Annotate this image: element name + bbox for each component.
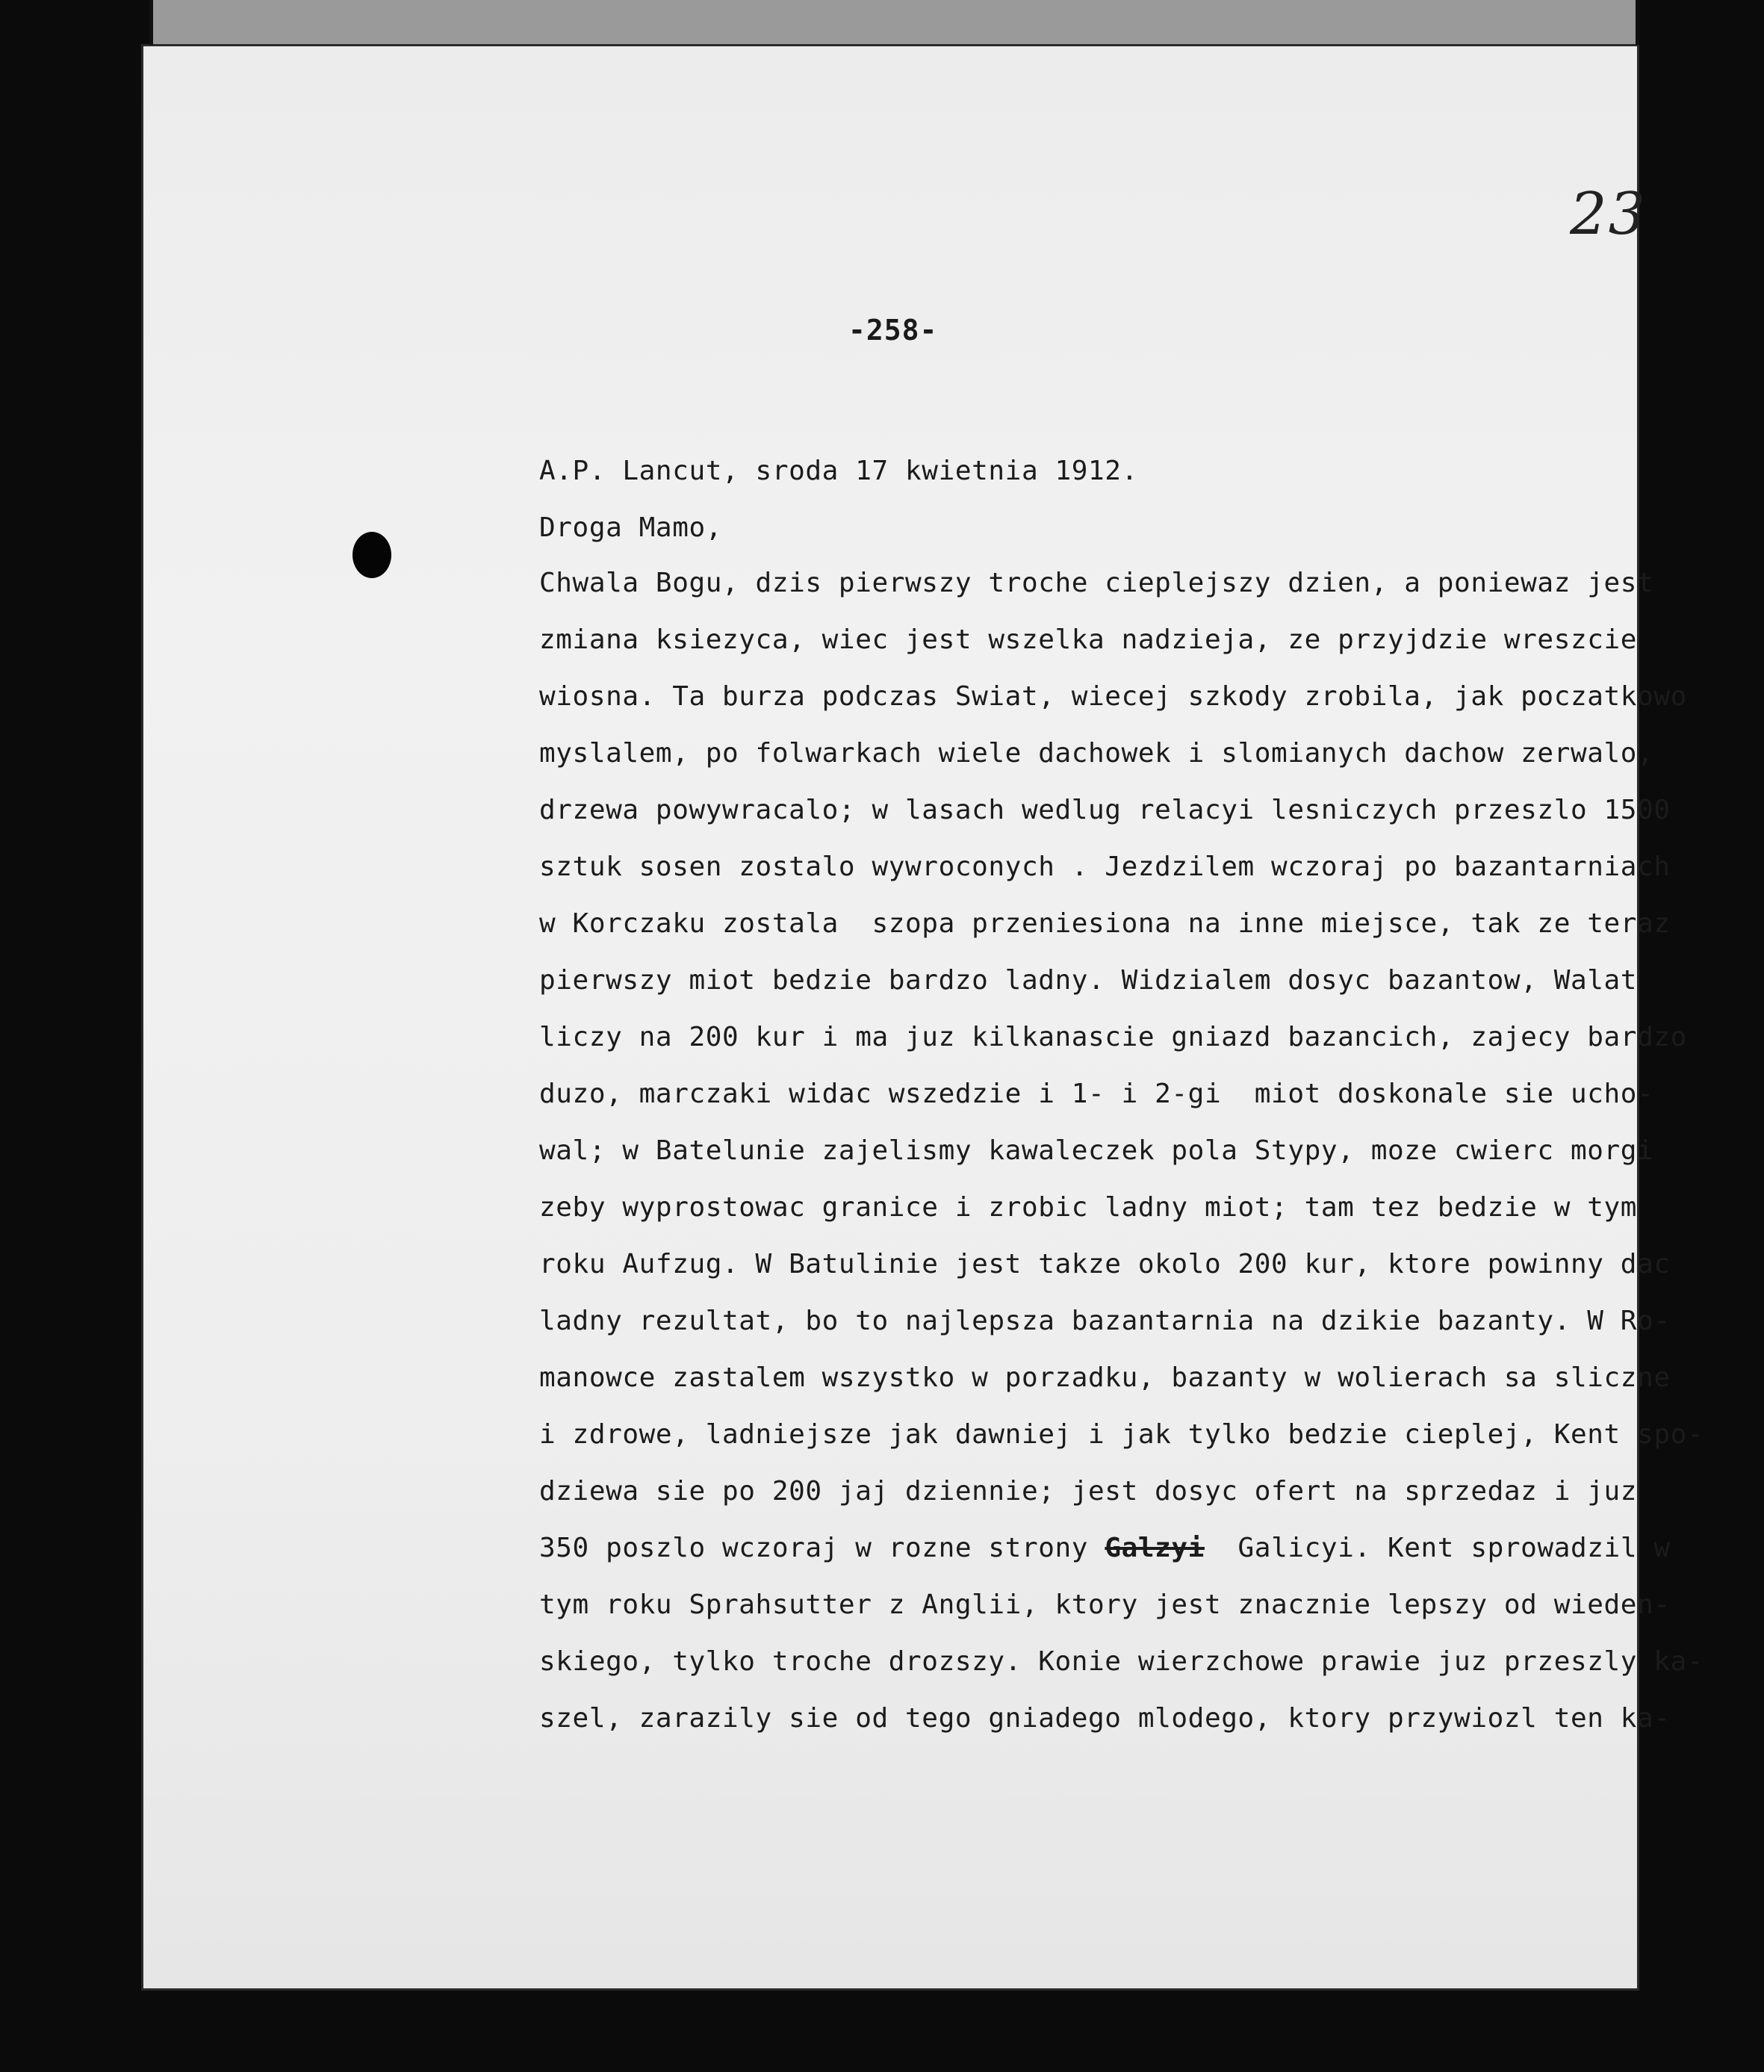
body-line: wal; w Batelunie zajelismy kawaleczek pola Stypy, moze cwierc morgi	[539, 1135, 1654, 1166]
body-line: zmiana ksiezyca, wiec jest wszelka nadzieja, ze przyjdzie wreszcie	[539, 624, 1638, 655]
body-line: liczy na 200 kur i ma juz kilkanascie gniazd bazancich, zajecy bardzo	[539, 1022, 1687, 1052]
line-text: Galicyi. Kent sprowadzil w	[1204, 1533, 1671, 1563]
struck-out-word: Galzyi	[1105, 1533, 1205, 1563]
body-line: pierwszy miot bedzie bardzo ladny. Widzialem dosyc bazantow, Walat	[539, 965, 1638, 996]
body-line: drzewa powywracalo; w lasach wedlug relacyi lesniczych przeszlo 1500	[539, 795, 1671, 825]
body-line: w Korczaku zostala szopa przeniesiona na inne miejsce, tak ze teraz	[539, 908, 1671, 939]
body-line: myslalem, po folwarkach wiele dachowek i slomianych dachow zerwalo,	[539, 738, 1654, 769]
body-line: sztuk sosen zostalo wywroconych . Jezdzilem wczoraj po bazantarniach	[539, 852, 1671, 882]
body-line: duzo, marczaki widac wszedzie i 1- i 2-gi miot doskonale sie ucho-	[539, 1079, 1654, 1109]
typewritten-letter-sheet	[143, 46, 1704, 1988]
body-line-with-strikeout	[539, 1533, 1671, 1563]
frame-corner-mark	[1636, 0, 1639, 45]
body-line: dziewa sie po 200 jaj dziennie; jest dosyc ofert na sprzedaz i juz	[539, 1476, 1638, 1507]
folio-number: 23	[1570, 181, 1647, 248]
body-line: szel, zarazily sie od tego gniadego mlodego, ktory przywiozl ten ka-	[539, 1703, 1671, 1734]
frame-corner-mark	[149, 0, 153, 45]
body-line: skiego, tylko troche drozszy. Konie wierzchowe prawie juz przeszly ka-	[539, 1646, 1704, 1677]
body-line: wiosna. Ta burza podczas Swiat, wiecej szkody zrobila, jak poczatkowo	[539, 681, 1687, 712]
body-line: zeby wyprostowac granice i zrobic ladny miot; tam tez bedzie w tym	[539, 1192, 1638, 1223]
body-line: roku Aufzug. W Batulinie jest takze okolo 200 kur, ktore powinny dac	[539, 1249, 1671, 1280]
salutation: Droga Mamo,	[539, 512, 723, 543]
body-line: i zdrowe, ladniejsze jak dawniej i jak tylko bedzie cieplej, Kent spo-	[539, 1419, 1704, 1450]
body-line: tym roku Sprahsutter z Anglii, ktory jest znacznie lepszy od wieden-	[539, 1589, 1671, 1620]
body-line: manowce zastalem wszystko w porzadku, bazanty w wolierach sa sliczne	[539, 1362, 1671, 1393]
punch-hole	[353, 532, 391, 578]
body-line: ladny rezultat, bo to najlepsza bazantarnia na dzikie bazanty. W Ro-	[539, 1306, 1671, 1336]
letter-heading: A.P. Lancut, sroda 17 kwietnia 1912.	[539, 456, 1138, 486]
page-number: -258-	[848, 314, 938, 347]
body-line: Chwala Bogu, dzis pierwszy troche cieplejszy dzien, a poniewaz jest	[539, 568, 1654, 598]
line-text: 350 poszlo wczoraj w rozne strony	[539, 1533, 1105, 1563]
